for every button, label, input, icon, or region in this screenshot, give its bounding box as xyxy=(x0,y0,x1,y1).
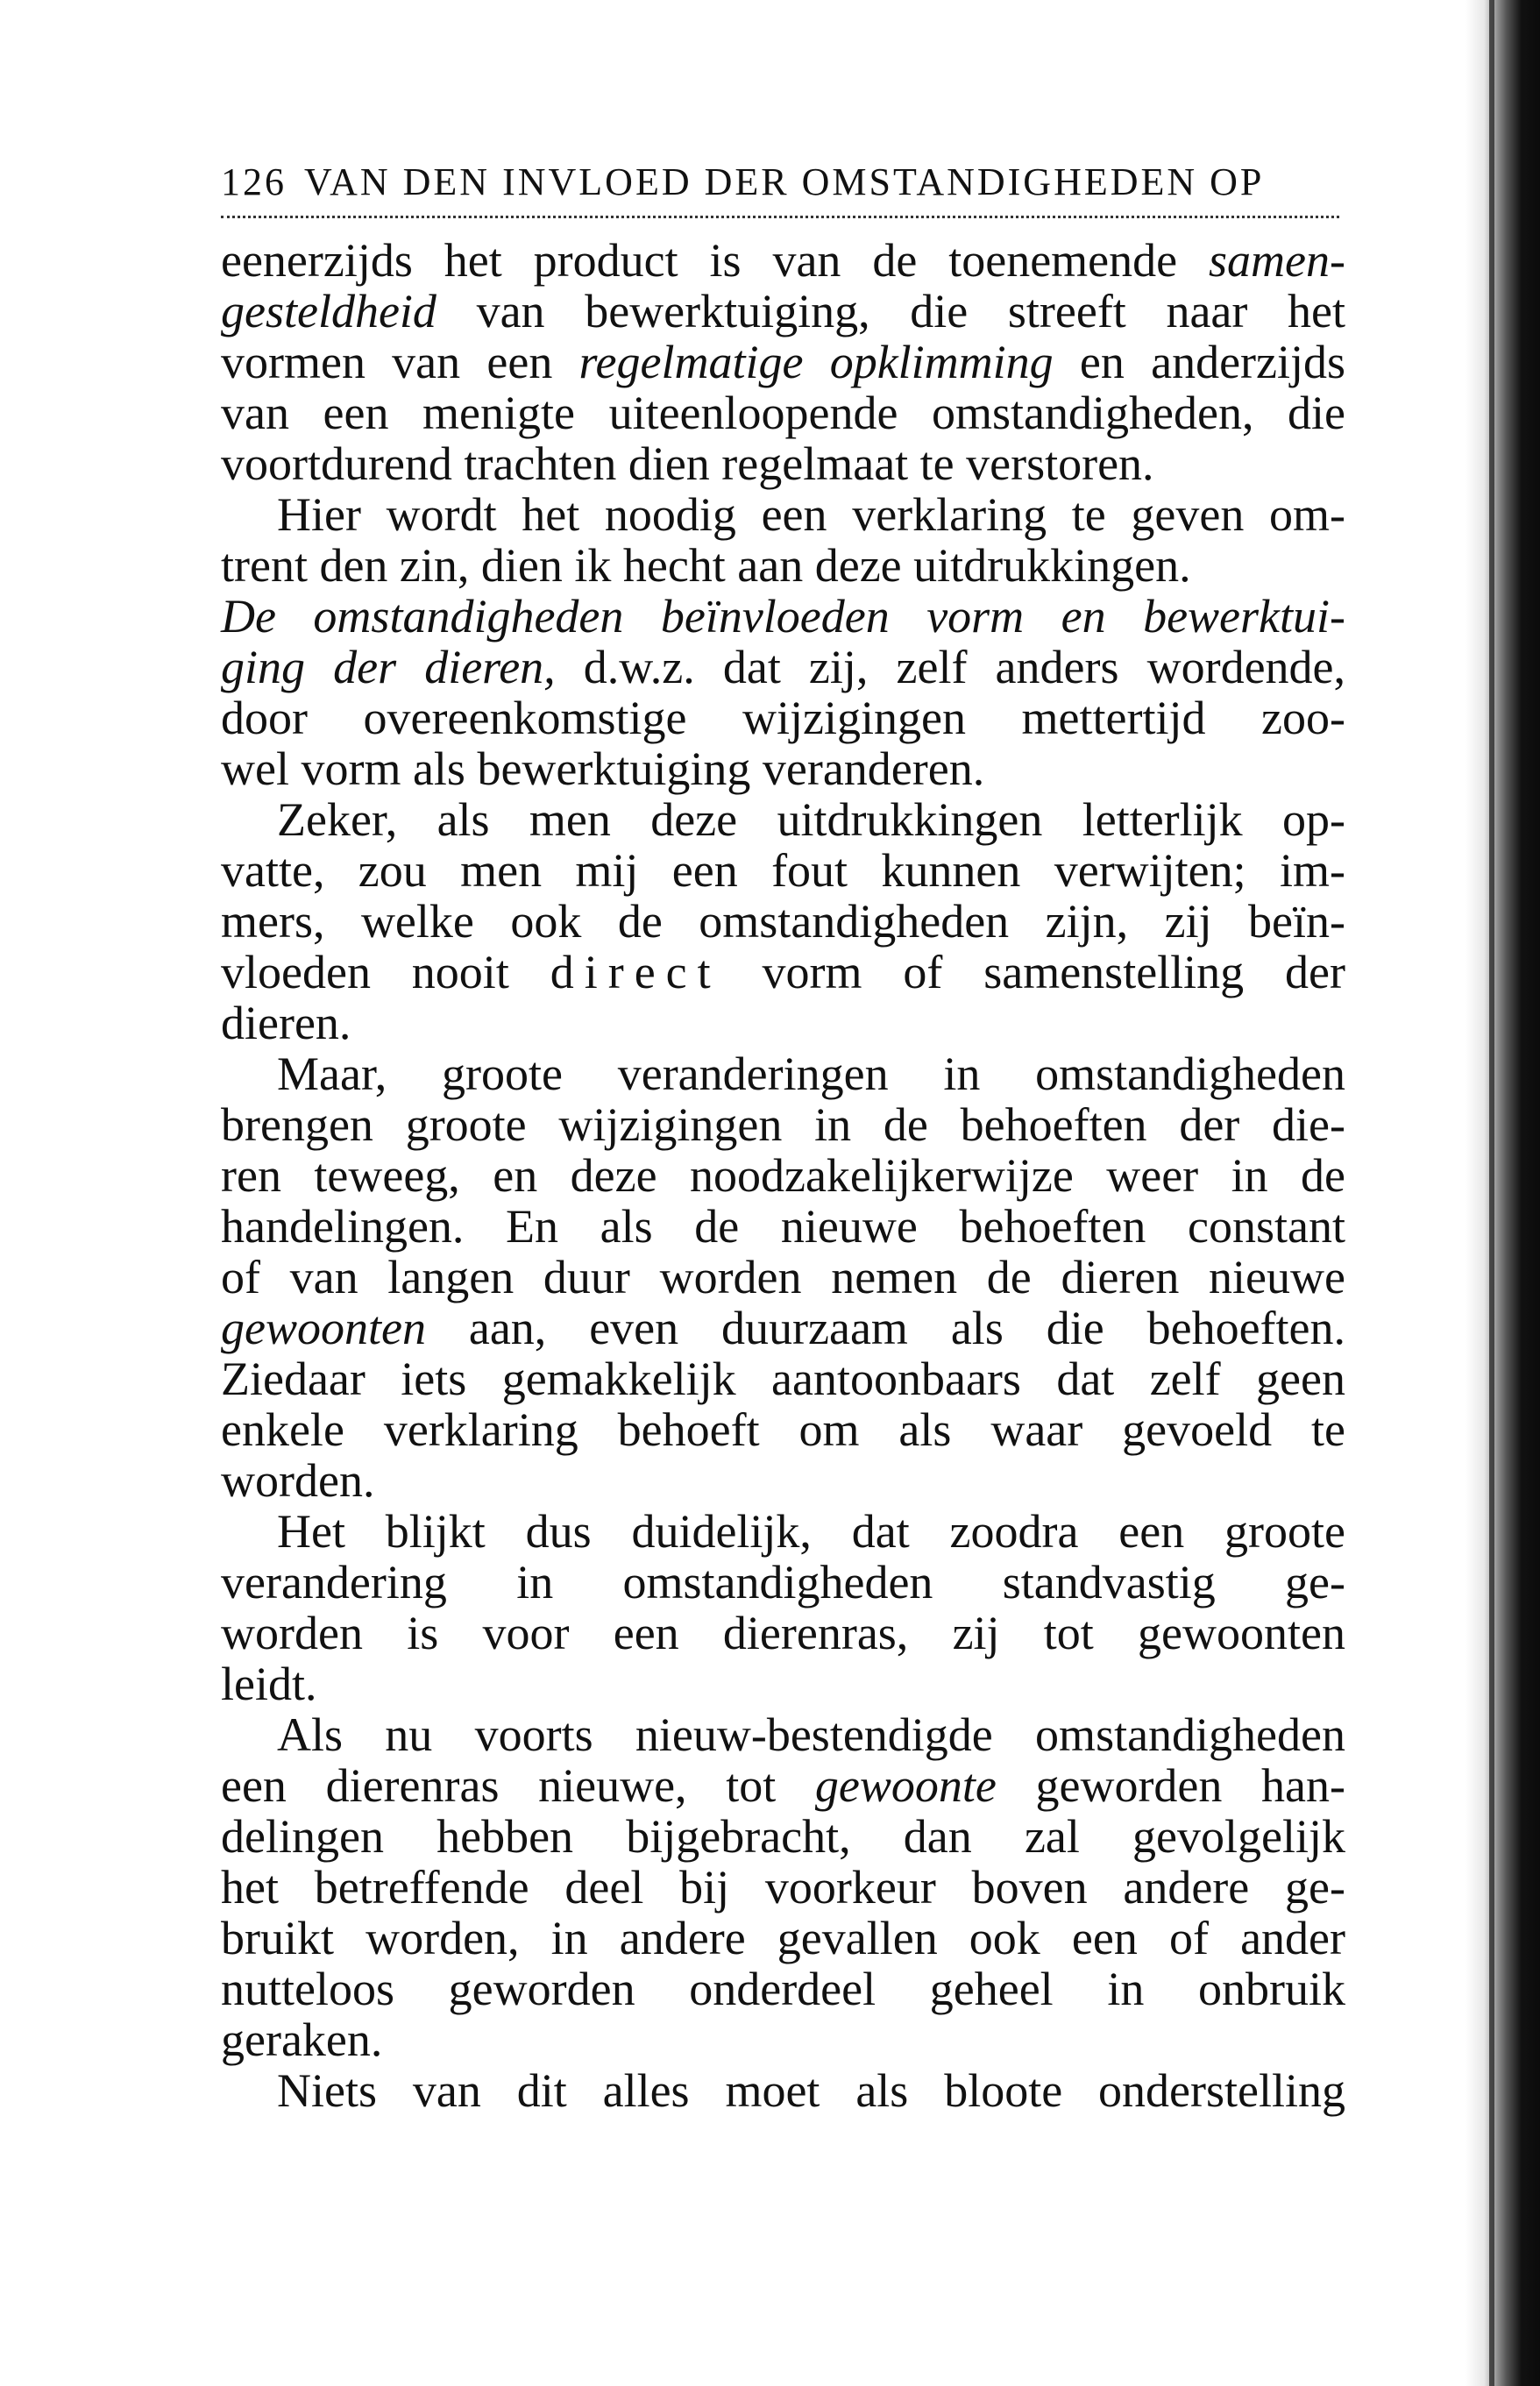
text-run: het betreffende deel bij voorkeur boven andere ge- xyxy=(221,1861,1345,1914)
page-gutter-shadow xyxy=(1465,0,1540,2386)
text-run: geworden han- xyxy=(996,1759,1345,1812)
text-line xyxy=(221,998,1345,1048)
text-run: vormen van een xyxy=(221,336,579,388)
text-run: Maar, groote veranderingen in omstandigheden xyxy=(277,1047,1345,1100)
text-line xyxy=(221,642,1345,692)
text-line xyxy=(221,1913,1345,1963)
text-run: ren teweeg, en deze noodzakelijkerwijze weer in de xyxy=(221,1149,1345,1202)
text-run: eenerzijds het product is van de toenemende xyxy=(221,234,1210,287)
text-line xyxy=(221,1760,1345,1811)
text-run: vorm of samenstelling der xyxy=(720,946,1345,998)
text-line xyxy=(221,2014,1345,2065)
text-run: aan, even duurzaam als die behoeften. xyxy=(425,1302,1345,1354)
text-run: worden. xyxy=(221,1454,375,1507)
text-line xyxy=(221,489,1345,540)
text-run: verandering in omstandigheden standvastig ge- xyxy=(221,1556,1345,1608)
text-line xyxy=(221,387,1345,438)
text-line xyxy=(221,1506,1345,1557)
text-line xyxy=(221,1404,1345,1455)
spaced-emphasis-run: direct xyxy=(550,946,721,998)
italic-run: gewoonten xyxy=(221,1302,426,1354)
text-run: mers, welke ook de omstandigheden zijn, zij beïn- xyxy=(221,895,1345,948)
text-line xyxy=(221,743,1345,794)
body-text xyxy=(221,235,1345,2116)
text-line xyxy=(221,1709,1345,1760)
italic-run: De omstandigheden beïnvloeden vorm en bewerktui- xyxy=(221,590,1345,643)
page-number: 126 xyxy=(221,160,287,203)
running-title: VAN DEN INVLOED DER OMSTANDIGHEDEN OP xyxy=(304,160,1265,203)
text-line xyxy=(221,1048,1345,1099)
text-line xyxy=(221,1608,1345,1658)
text-run: en anderzijds xyxy=(1053,336,1346,388)
text-run: door overeenkomstige wijzigingen mettertijd zoo- xyxy=(221,692,1345,744)
text-line xyxy=(221,794,1345,845)
text-line xyxy=(221,845,1345,896)
text-run: enkele verklaring behoeft om als waar gevoeld te xyxy=(221,1403,1345,1456)
text-line xyxy=(221,1811,1345,1862)
text-run: brengen groote wijzigingen in de behoeften der die- xyxy=(221,1098,1345,1151)
text-line xyxy=(221,438,1345,489)
text-line xyxy=(221,896,1345,947)
text-line xyxy=(221,692,1345,743)
text-line xyxy=(221,1150,1345,1201)
italic-run: gewoonte xyxy=(814,1759,997,1812)
running-header xyxy=(221,160,1339,218)
text-line xyxy=(221,1862,1345,1913)
text-line xyxy=(221,235,1345,286)
italic-run: ging der dieren, xyxy=(221,641,556,693)
text-run: vloeden nooit xyxy=(221,946,550,998)
text-line xyxy=(221,947,1345,998)
text-run: van een menigte uiteenloopende omstandigheden, die xyxy=(221,387,1345,439)
text-run: d.w.z. dat zij, zelf anders wordende, xyxy=(555,641,1346,693)
text-run: delingen hebben bijgebracht, dan zal gevolgelijk xyxy=(221,1810,1345,1863)
text-run: Het blijkt dus duidelijk, dat zoodra een groote xyxy=(277,1505,1345,1558)
text-run: een dierenras nieuwe, tot xyxy=(221,1759,815,1812)
text-run: bruikt worden, in andere gevallen ook een of ander xyxy=(221,1912,1345,1964)
text-run: Ziedaar iets gemakkelijk aantoonbaars dat zelf geen xyxy=(221,1353,1345,1405)
text-run: Zeker, als men deze uitdrukkingen letterlijk op- xyxy=(277,793,1345,846)
text-run: voortdurend trachten dien regelmaat te verstoren. xyxy=(221,437,1154,490)
text-run: Niets van dit alles moet als bloote onderstelling xyxy=(277,2064,1345,2117)
italic-run: regelmatige opklimming xyxy=(578,336,1054,388)
text-run: dieren. xyxy=(221,997,351,1049)
text-line xyxy=(221,1099,1345,1150)
text-run: wel vorm als bewerktuiging veranderen. xyxy=(221,742,985,795)
text-run: Hier wordt het noodig een verklaring te geven om- xyxy=(277,488,1345,541)
text-run: geraken. xyxy=(221,2013,383,2066)
text-line xyxy=(221,337,1345,387)
text-run: Als nu voorts nieuw-bestendigde omstandigheden xyxy=(277,1708,1345,1761)
text-run: handelingen. En als de nieuwe behoeften constant xyxy=(221,1200,1345,1253)
text-run: trent den zin, dien ik hecht aan deze uitdrukkingen. xyxy=(221,539,1191,592)
text-line xyxy=(221,591,1345,642)
text-line xyxy=(221,1963,1345,2014)
text-line xyxy=(221,286,1345,337)
text-line xyxy=(221,2065,1345,2116)
text-line xyxy=(221,540,1345,591)
text-run: nutteloos geworden onderdeel geheel in onbruik xyxy=(221,1963,1345,2015)
text-run: van bewerktuiging, die streeft naar het xyxy=(436,285,1345,337)
text-line xyxy=(221,1557,1345,1608)
page-gutter-edge xyxy=(1489,0,1494,2386)
text-line xyxy=(221,1201,1345,1252)
text-line xyxy=(221,1455,1345,1506)
italic-run: gesteldheid xyxy=(221,285,436,337)
text-run: leidt. xyxy=(221,1658,317,1710)
text-line xyxy=(221,1252,1345,1303)
text-line xyxy=(221,1303,1345,1353)
text-line xyxy=(221,1658,1345,1709)
italic-run: samen- xyxy=(1209,234,1345,287)
text-run: of van langen duur worden nemen de dieren nieuwe xyxy=(221,1251,1345,1303)
text-run: worden is voor een dierenras, zij tot gewoonten xyxy=(221,1607,1345,1659)
text-line xyxy=(221,1353,1345,1404)
text-run: vatte, zou men mij een fout kunnen verwijten; im- xyxy=(221,844,1345,897)
